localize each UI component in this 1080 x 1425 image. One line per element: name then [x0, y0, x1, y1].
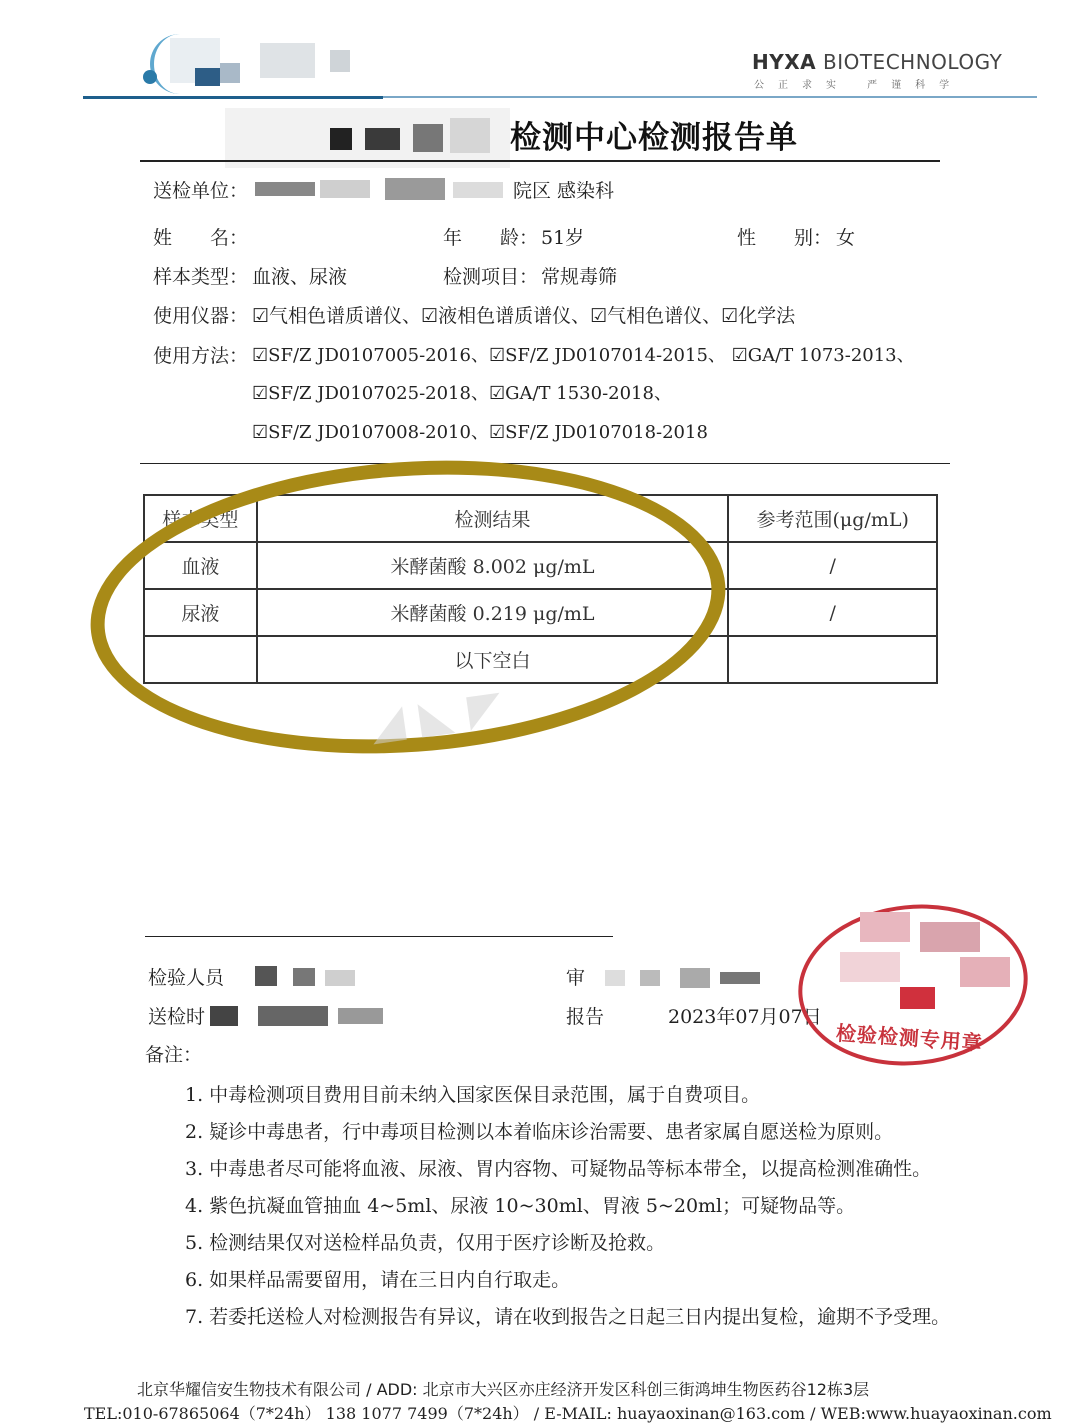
send-time-label: 送检时: [148, 1006, 206, 1028]
cell-result: 米酵菌酸 0.219 μg/mL: [257, 589, 729, 636]
section-rule: [140, 463, 950, 464]
method-line-1: ☑SF/Z JD0107005-2016、☑SF/Z JD0107014-2015、 ☑GA/T 1073-2013、: [252, 345, 915, 366]
header-rule-accent: [83, 96, 383, 99]
header-sample-type: 样本类型: [144, 495, 257, 542]
brand-motto: 公正求实 严谨科学: [754, 80, 964, 91]
watermark-shape: ◢ ◣ ◤: [367, 681, 506, 750]
instrument-value: ☑气相色谱质谱仪、☑液相色谱质谱仪、☑气相色谱仪、☑化学法: [252, 305, 796, 327]
cell-reference: /: [728, 542, 937, 589]
cell-result: 以下空白: [257, 636, 729, 683]
title-rule: [140, 160, 940, 162]
report-title: 检测中心检测报告单: [510, 120, 798, 156]
inspector-label: 检验人员: [148, 967, 225, 989]
method-label: 使用方法：: [153, 345, 249, 367]
gender-value: 女: [836, 227, 856, 249]
note-item: 2. 疑诊中毒患者，行中毒项目检测以本着临床诊治需要、患者家属自愿送检为原则。: [185, 1121, 894, 1143]
note-item: 6. 如果样品需要留用，请在三日内自行取走。: [185, 1269, 571, 1291]
report-date-value: 2023年07月07日: [668, 1006, 822, 1028]
cell-reference: [728, 636, 937, 683]
footer-contact: TEL:010-67865064（7*24h） 138 1077 7499（7*24h） / E-MAIL: huayaoxinan@163.com / WEB:www.huayaoxinan.com: [84, 1404, 1052, 1423]
instrument-label: 使用仪器：: [153, 305, 249, 327]
redacted-reviewer: [600, 960, 770, 992]
note-item: 3. 中毒患者尽可能将血液、尿液、胃内容物、可疑物品等标本带全，以提高检测准确性。: [185, 1158, 932, 1180]
gender-label: 性 别：: [737, 227, 833, 249]
redacted-title-prefix: [225, 108, 510, 168]
cell-sample-type: 尿液: [144, 589, 257, 636]
logo-dot-shape: [143, 70, 157, 84]
redacted-unit: [255, 172, 513, 204]
age-value: 51岁: [541, 227, 585, 249]
redacted-seal-center: [820, 912, 1020, 1012]
notes-label: 备注：: [145, 1044, 203, 1066]
sample-type-value: 血液、尿液: [252, 266, 348, 288]
note-item: 7. 若委托送检人对检测报告有异议，请在收到报告之日起三日内提出复检，逾期不予受理。: [185, 1306, 951, 1328]
signoff-rule: [145, 936, 613, 937]
header-result: 检测结果: [257, 495, 729, 542]
sample-type-label: 样本类型：: [153, 266, 249, 288]
redacted-send-time: [210, 1000, 390, 1030]
test-item-value: 常规毒筛: [541, 266, 618, 288]
header-reference: 参考范围(μg/mL): [728, 495, 937, 542]
unit-label: 送检单位：: [153, 180, 249, 202]
redacted-inspector: [225, 958, 395, 992]
report-date-label: 报告: [566, 1006, 605, 1028]
age-label: 年 龄：: [443, 227, 539, 249]
seal-text: 检验检测专用章: [835, 1020, 984, 1056]
footer-address: 北京华耀信安生物技术有限公司 / ADD: 北京市大兴区亦庄经济开发区科创三街鸿坤生物医药谷12栋3层: [137, 1380, 870, 1399]
method-line-2: ☑SF/Z JD0107025-2018、☑GA/T 1530-2018、: [252, 383, 672, 404]
brand-name: HYXA BIOTECHNOLOGY: [752, 50, 1003, 74]
cell-reference: /: [728, 589, 937, 636]
name-label: 姓 名：: [153, 227, 249, 249]
note-item: 5. 检测结果仅对送检样品负责，仅用于医疗诊断及抢救。: [185, 1232, 666, 1254]
method-line-3: ☑SF/Z JD0107008-2010、☑SF/Z JD0107018-2018: [252, 422, 708, 443]
note-item: 1. 中毒检测项目费用目前未纳入国家医保目录范围，属于自费项目。: [185, 1084, 761, 1106]
cell-sample-type: 血液: [144, 542, 257, 589]
note-item: 4. 紫色抗凝血管抽血 4~5ml、尿液 10~30ml、胃液 5~20ml；可疑物品等。: [185, 1195, 856, 1217]
reviewer-label: 审: [566, 967, 586, 989]
cell-result: 米酵菌酸 8.002 μg/mL: [257, 542, 729, 589]
redacted-logo-text: [165, 38, 380, 88]
test-item-label: 检测项目：: [443, 266, 539, 288]
unit-value: 院区 感染科: [513, 180, 615, 202]
